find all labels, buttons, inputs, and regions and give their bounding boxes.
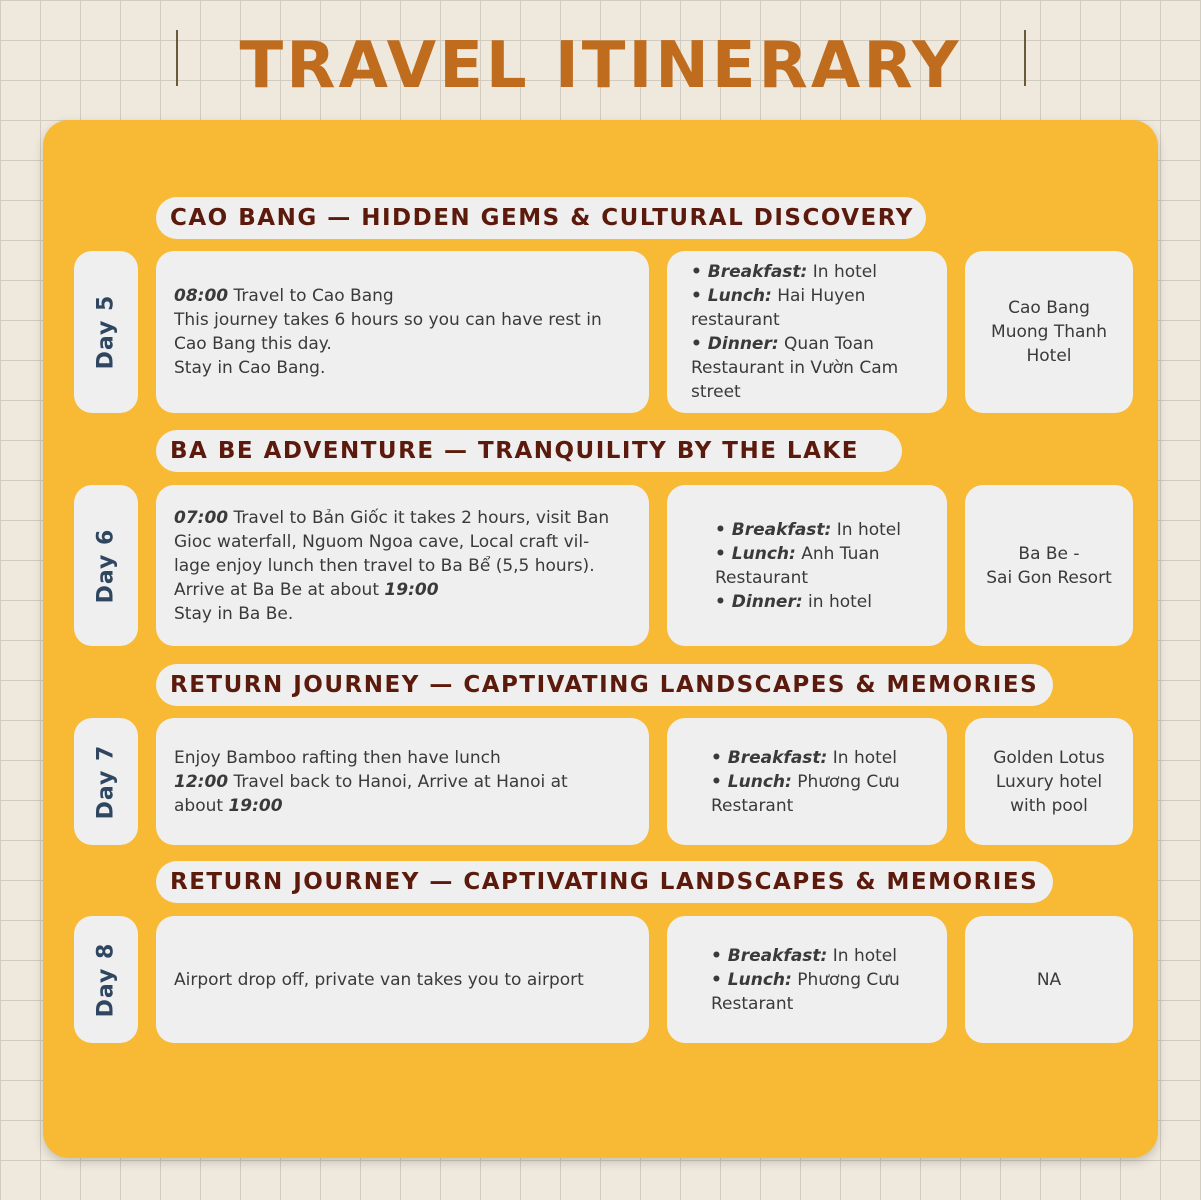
section-heading-return-journey-2: RETURN JOURNEY — CAPTIVATING LANDSCAPES & MEMORIES: [156, 861, 1053, 903]
time-label: 19:00: [384, 579, 439, 600]
day-label: Day 7: [93, 744, 118, 819]
hotel-card: [965, 485, 1133, 646]
meal-key: • Lunch:: [715, 543, 796, 564]
activity-line: This journey takes 6 hours so you can have rest in: [174, 310, 602, 330]
time-label: 08:00: [174, 286, 229, 306]
activity-card: [156, 718, 649, 845]
activity-line: Travel to Bản Giốc it takes 2 hours, visit Ban: [228, 507, 610, 528]
activity-line: Stay in Ba Be.: [174, 603, 294, 624]
hotel-line: with pool: [1010, 795, 1088, 816]
section-heading-return-journey: RETURN JOURNEY — CAPTIVATING LANDSCAPES & MEMORIES: [156, 664, 1053, 706]
meal-key: • Breakfast:: [711, 945, 828, 966]
activity-card: [156, 251, 649, 413]
meal-key: • Breakfast:: [691, 262, 808, 282]
meal-value: Quan Toan: [778, 334, 874, 354]
day-label: Day 8: [93, 942, 118, 1017]
meal-value: Hai Huyen: [771, 286, 866, 306]
activity-line: Travel to Cao Bang: [228, 286, 394, 306]
meals-card: [667, 916, 947, 1043]
hotel-line: NA: [1036, 969, 1062, 990]
activity-line: Enjoy Bamboo rafting then have lunch: [174, 747, 501, 768]
meal-key: • Breakfast:: [715, 519, 832, 540]
section-heading-cao-bang: CAO BANG — HIDDEN GEMS & CULTURAL DISCOVERY: [156, 197, 926, 239]
hotel-line: Hotel: [1026, 346, 1072, 366]
activity-card: [156, 485, 649, 646]
meal-value: In hotel: [831, 519, 901, 540]
time-label: 19:00: [228, 795, 283, 816]
meal-value: In hotel: [807, 262, 877, 282]
meal-value: In hotel: [827, 945, 897, 966]
meals-card: [667, 485, 947, 646]
day-badge: [74, 485, 138, 646]
meal-value: restaurant: [691, 310, 780, 330]
page-title: TRAVEL ITINERARY: [239, 29, 962, 103]
meal-value: street: [691, 382, 741, 402]
hotel-line: Muong Thanh: [991, 322, 1107, 342]
hotel-line: Golden Lotus: [993, 747, 1105, 768]
activity-line: Cao Bang this day.: [174, 334, 332, 354]
meal-key: • Breakfast:: [711, 747, 828, 768]
activity-line: lage enjoy lunch then travel to Ba Bể (5,5 hours).: [174, 555, 595, 576]
activity-line: about: [174, 795, 229, 816]
meal-key: • Dinner:: [691, 334, 779, 354]
time-label: 12:00: [174, 771, 229, 792]
hotel-line: Ba Be -: [1018, 543, 1080, 564]
day-label: Day 5: [93, 294, 118, 370]
activity-line: Gioc waterfall, Nguom Ngoa cave, Local craft vil-: [174, 531, 590, 552]
meal-value: Restarant: [711, 993, 794, 1014]
meal-key: • Lunch:: [711, 969, 792, 990]
day-badge: [74, 251, 138, 413]
meal-value: Anh Tuan: [795, 543, 880, 564]
meal-value: Phương Cưu: [791, 771, 900, 792]
meal-value: Restaurant in Vườn Cam: [691, 358, 899, 378]
hotel-card: [965, 251, 1133, 413]
meals-card: [667, 718, 947, 845]
meal-key: • Lunch:: [711, 771, 792, 792]
day-label: Day 6: [93, 528, 118, 603]
hotel-card: [965, 718, 1133, 845]
meal-value: Restaurant: [715, 567, 809, 588]
section-heading-ba-be: BA BE ADVENTURE — TRANQUILITY BY THE LAKE: [156, 430, 902, 472]
hotel-card: [965, 916, 1133, 1043]
activity-card: [156, 916, 649, 1043]
meal-value: In hotel: [827, 747, 897, 768]
hotel-line: Sai Gon Resort: [986, 567, 1112, 588]
activity-line: Travel back to Hanoi, Arrive at Hanoi at: [228, 771, 568, 792]
meals-card: [667, 251, 947, 413]
hotel-line: Cao Bang: [1008, 298, 1090, 318]
time-label: 07:00: [174, 507, 229, 528]
activity-line: Stay in Cao Bang.: [174, 358, 326, 378]
meal-value: Phương Cưu: [791, 969, 900, 990]
meal-key: • Lunch:: [691, 286, 772, 306]
day-badge: [74, 718, 138, 845]
hotel-line: Luxury hotel: [995, 771, 1103, 792]
meal-value: Restarant: [711, 795, 794, 816]
meal-key: • Dinner:: [715, 591, 803, 612]
activity-line: Arrive at Ba Be at about: [174, 579, 385, 600]
day-badge: [74, 916, 138, 1043]
activity-line: Airport drop off, private van takes you to airport: [174, 969, 584, 990]
meal-value: in hotel: [802, 591, 872, 612]
